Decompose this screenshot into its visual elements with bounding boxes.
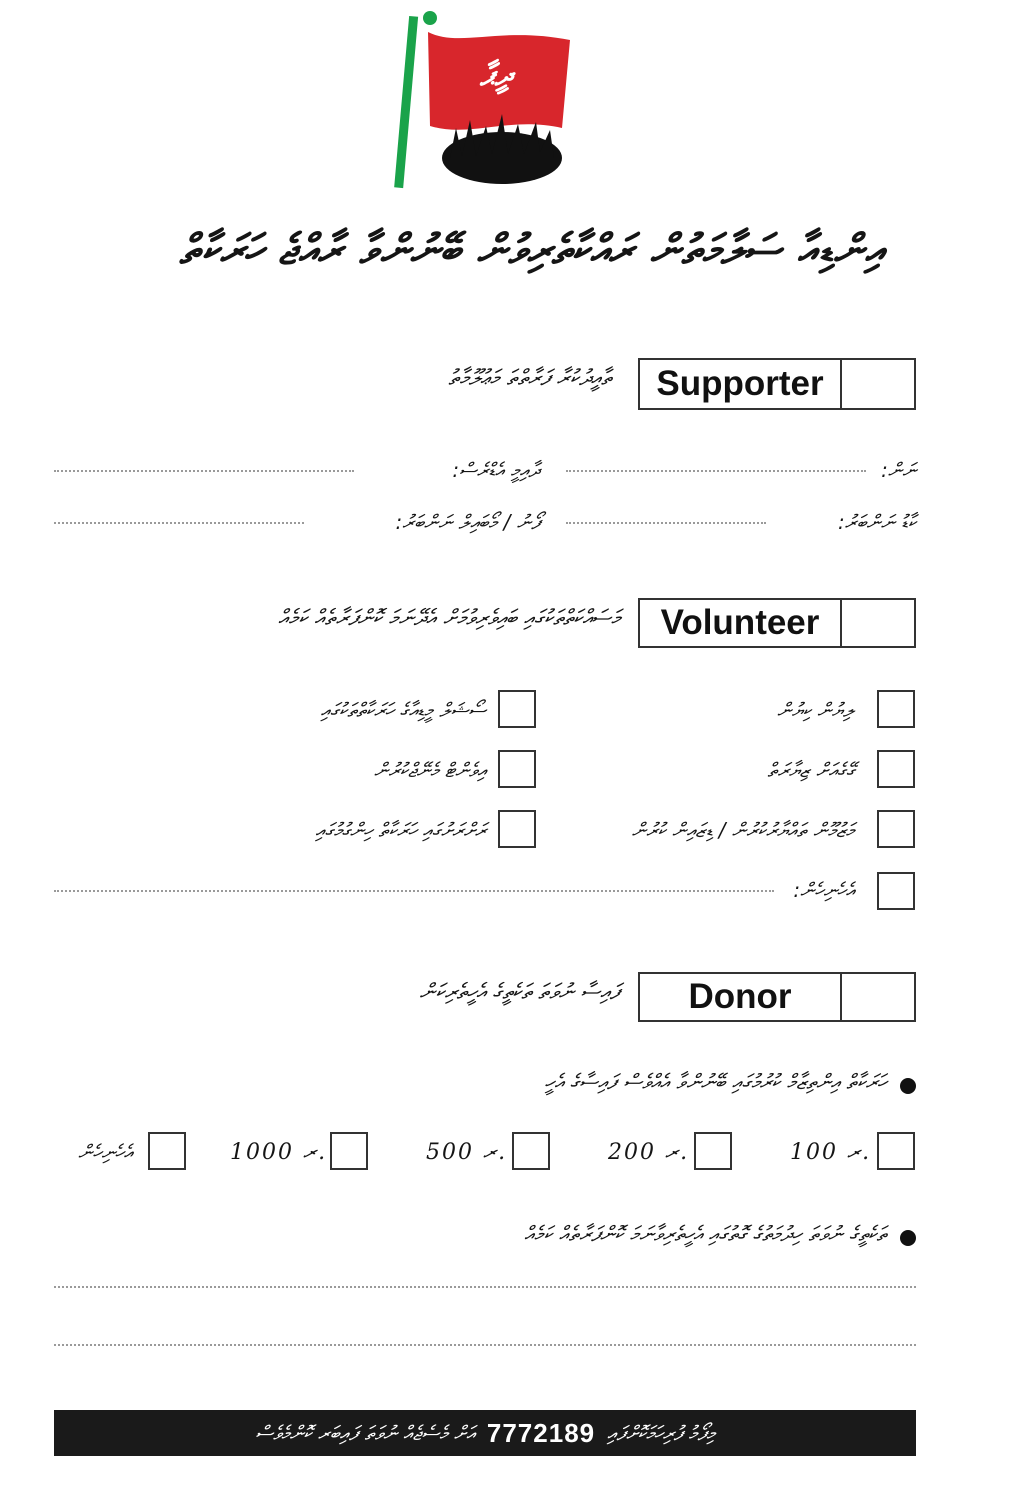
amount-other-label: އެހެނިހެން (78, 1140, 132, 1164)
volunteer-checkbox[interactable] (842, 600, 914, 646)
donor-goods-field-1[interactable] (54, 1286, 916, 1288)
amount-other-checkbox[interactable] (148, 1132, 186, 1170)
volunteer-header (638, 598, 916, 648)
id-number-field[interactable] (566, 522, 766, 524)
amount-500-label: 500 ރ. (426, 1140, 508, 1165)
amount-500-checkbox[interactable] (512, 1132, 550, 1170)
amount-100-checkbox[interactable] (877, 1132, 915, 1170)
amount-200-checkbox[interactable] (694, 1132, 732, 1170)
donor-label: Donor (640, 974, 842, 1020)
volunteer-option-islands-checkbox[interactable] (498, 810, 536, 848)
donor-checkbox[interactable] (842, 974, 914, 1020)
supporter-label: Supporter (640, 360, 842, 408)
amount-1000-checkbox[interactable] (330, 1132, 368, 1170)
donor-goods-field-2[interactable] (54, 1344, 916, 1346)
address-field[interactable] (54, 470, 354, 472)
amount-100-label: 100 ރ. (790, 1140, 872, 1165)
address-label: ދާއިމީ އެޑްރެސް: (452, 458, 540, 482)
supporter-description: ތާއީދުކުރާ ފަރާތްތަ މަޢުލޫމާތު (448, 366, 612, 391)
donor-description: ފައިސާ ނުވަތަ ތަކެތީގެ އެހީތެރިކަން (419, 980, 620, 1005)
logo-flag-text: ދީޕާ (480, 58, 513, 93)
volunteer-option-other-checkbox[interactable] (877, 872, 915, 910)
volunteer-option-writing: ލިޔުން ކިޔުން (777, 698, 854, 722)
volunteer-option-events-checkbox[interactable] (498, 750, 536, 788)
bullet-icon (900, 1230, 916, 1246)
amount-1000-label: 1000 ރ. (230, 1140, 328, 1165)
form-title: އިންޑިއާ ސަލާމަތުން ރައްކާތެރިވުން ބޭނުންވާ ރާއްޖެ ހަރަކާތް (179, 225, 884, 274)
name-field[interactable] (566, 470, 866, 472)
bullet-icon (900, 1078, 916, 1094)
donor-header (638, 972, 916, 1022)
footer-bar (54, 1410, 916, 1456)
volunteer-description: މަސައްކަތްތަކުގައި ބައިވެރިވުމަށް އެދޭނަމަ ކޮންފަރާތެއް ކަމެއް (278, 606, 620, 631)
footer-text-left: އަށް މެސެޖެއް ނުވަތަ ފައިބަރ ކޮންމެވެސް (255, 1421, 475, 1445)
volunteer-option-islands: ރަށްރަށުގައި ހަރަކާތް ހިންގުމުގައި (315, 818, 486, 842)
donor-cash-heading: ހަރަކާތް އިންތިޒާމް ކުރުމުގައި ބޭނުންވާ އެއްވެސް ފައިސާގެ އެހީ (544, 1070, 886, 1094)
phone-field[interactable] (54, 522, 304, 524)
footer-phone: 7772189 (486, 1417, 596, 1448)
footer-text-right: މިފޯމު ފުރިހަމަކޮށްފައި (607, 1421, 715, 1445)
party-logo (390, 8, 575, 190)
supporter-checkbox[interactable] (842, 360, 914, 408)
volunteer-option-social-media-checkbox[interactable] (498, 690, 536, 728)
id-number-label: ކާޑު ނަންބަރު: (838, 510, 916, 534)
volunteer-option-other: އެހެނިހެން: (793, 878, 854, 902)
volunteer-option-writing-checkbox[interactable] (877, 690, 915, 728)
volunteer-option-design: މަޒުމޫން ތައްޔާރުކުރުން / ޑިޒައިން ކުރުން (631, 818, 854, 842)
volunteer-label: Volunteer (640, 600, 842, 646)
volunteer-option-social-media: ސޯޝަލް މީޑިއާގެ ހަރަކާތްތަކުގައި (320, 698, 486, 722)
flag-logo-icon (390, 8, 575, 190)
phone-label: ފޯނު / މޯބައިލް ނަންބަރު: (395, 510, 540, 534)
volunteer-option-home-visit: ގޭގެއަށް ޒިޔާރަތް (767, 758, 854, 782)
volunteer-other-field[interactable] (54, 890, 774, 892)
amount-200-label: 200 ރ. (608, 1140, 690, 1165)
volunteer-option-home-visit-checkbox[interactable] (877, 750, 915, 788)
volunteer-option-design-checkbox[interactable] (877, 810, 915, 848)
donor-goods-heading: ތަކެތީގެ ނުވަތަ ހިދުމަތުގެ ގޮތުގައި އެހީތެރިވާނަމަ ކޮންފަރާތެއް ކަމެއް (524, 1222, 886, 1246)
name-label: ނަން: (881, 458, 916, 482)
supporter-header (638, 358, 916, 410)
volunteer-option-events: އިވެންޓް މެނޭޖްކުރުން (373, 758, 486, 782)
